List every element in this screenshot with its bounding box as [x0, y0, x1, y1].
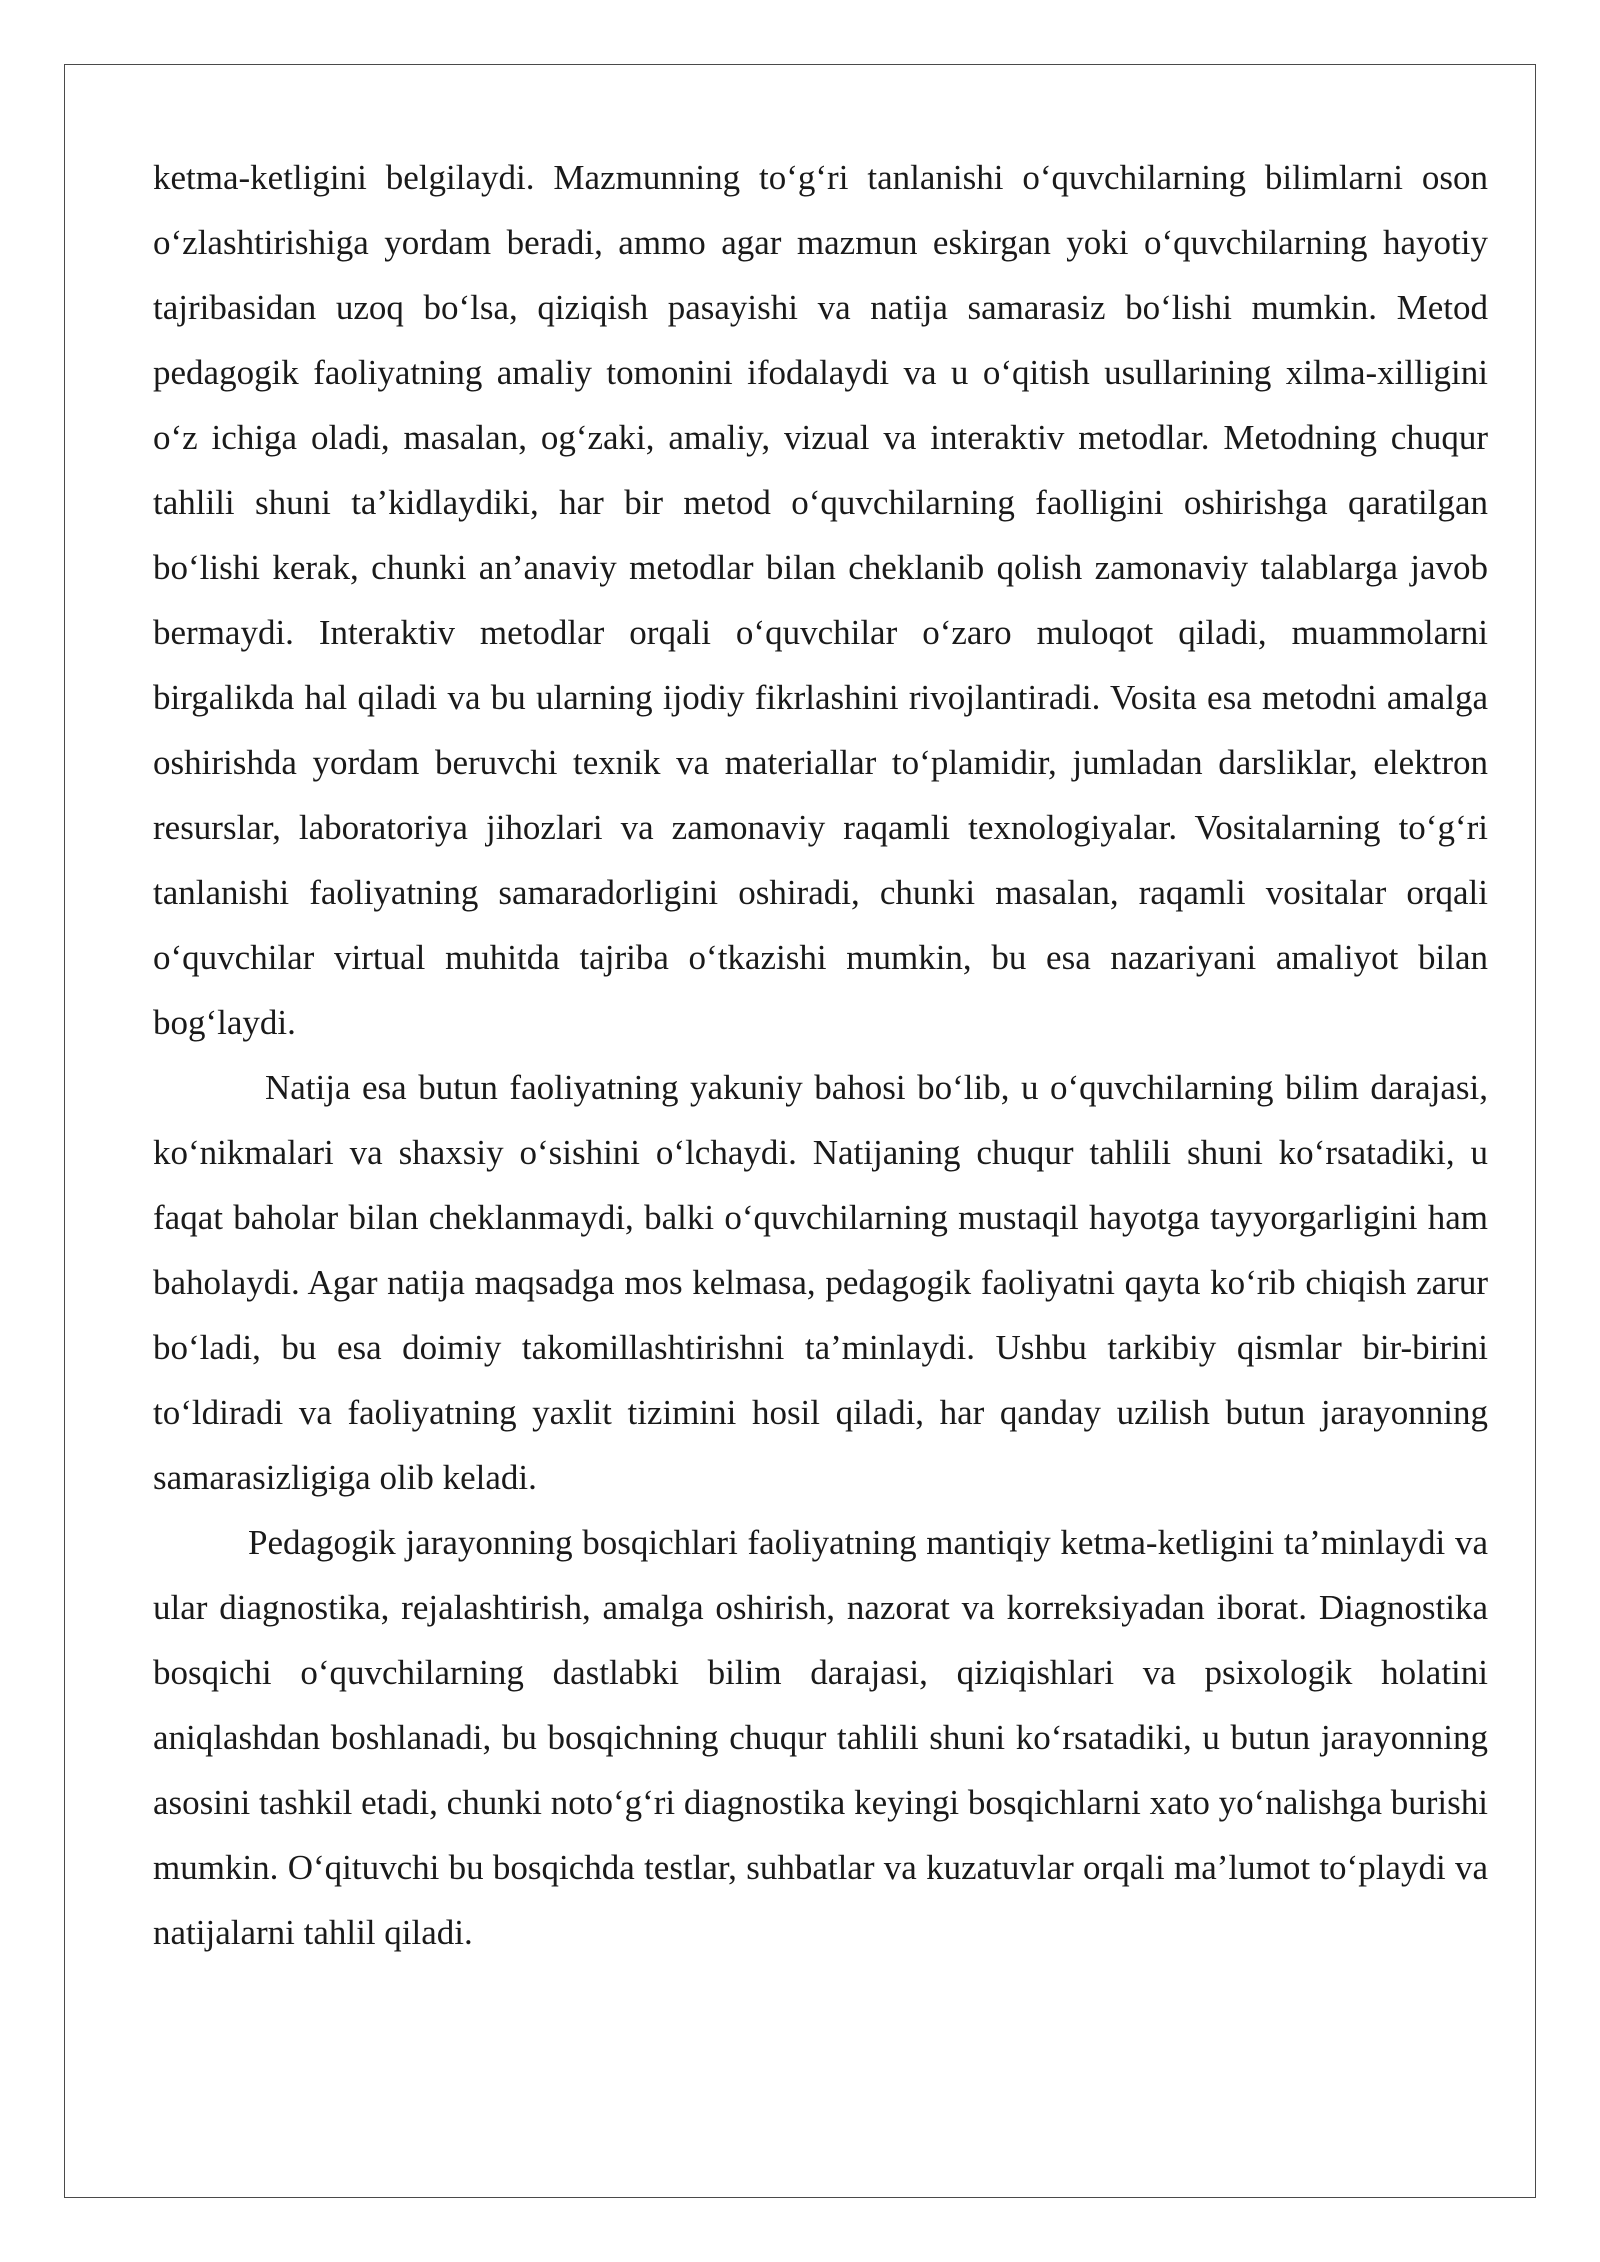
- document-body: [153, 145, 1488, 1965]
- paragraph-2: Natija esa butun faoliyatning yakuniy bahosi bo‘lib, u o‘quvchilarning bilim darajasi, ko‘nikmalari va shaxsiy o‘sishini o‘lchaydi. Natijaning chuqur tahlili shuni ko‘rsatadiki, u faqat baholar bilan cheklanmaydi, balki o‘quvchilarning mustaqil hayotga tayyorgarligini ham baholaydi. Agar natija maqsadga mos kelmasa, pedagogik faoliyatni qayta ko‘rib chiqish zarur bo‘ladi, bu esa doimiy takomillashtirishni ta’minlaydi. Ushbu tarkibiy qismlar bir-birini to‘ldiradi va faoliyatning yaxlit tizimini hosil qiladi, har qanday uzilish butun jarayonning samarasizligiga olib keladi.: [153, 1068, 1488, 1497]
- paragraph-3: Pedagogik jarayonning bosqichlari faoliyatning mantiqiy ketma-ketligini ta’minlaydi va ular diagnostika, rejalashtirish, amalga oshirish, nazorat va korreksiyadan iborat. Diagnostika bosqichi o‘quvchilarning dastlabki bilim darajasi, qiziqishlari va psixologik holatini aniqlashdan boshlanadi, bu bosqichning chuqur tahlili shuni ko‘rsatadiki, u butun jarayonning asosini tashkil etadi, chunki noto‘g‘ri diagnostika keyingi bosqichlarni xato yo‘nalishga burishi mumkin. O‘qituvchi bu bosqichda testlar, suhbatlar va kuzatuvlar orqali ma’lumot to‘playdi va natijalarni tahlil qiladi.: [153, 1523, 1488, 1952]
- paragraph-1: ketma-ketligini belgilaydi. Mazmunning to‘g‘ri tanlanishi o‘quvchilarning bilimlarni oson o‘zlashtirishiga yordam beradi, ammo agar mazmun eskirgan yoki o‘quvchilarning hayotiy tajribasidan uzoq bo‘lsa, qiziqish pasayishi va natija samarasiz bo‘lishi mumkin. Metod pedagogik faoliyatning amaliy tomonini ifodalaydi va u o‘qitish usullarining xilma-xilligini o‘z ichiga oladi, masalan, og‘zaki, amaliy, vizual va interaktiv metodlar. Metodning chuqur tahlili shuni ta’kidlaydiki, har bir metod o‘quvchilarning faolligini oshirishga qaratilgan bo‘lishi kerak, chunki an’anaviy metodlar bilan cheklanib qolish zamonaviy talablarga javob bermaydi. Interaktiv metodlar orqali o‘quvchilar o‘zaro muloqot qiladi, muammolarni birgalikda hal qiladi va bu ularning ijodiy fikrlashini rivojlantiradi. Vosita esa metodni amalga oshirishda yordam beruvchi texnik va materiallar to‘plamidir, jumladan darsliklar, elektron resurslar, laboratoriya jihozlari va zamonaviy raqamli texnologiyalar. Vositalarning to‘g‘ri tanlanishi faoliyatning samaradorligini oshiradi, chunki masalan, raqamli vositalar orqali o‘quvchilar virtual muhitda tajriba o‘tkazishi mumkin, bu esa nazariyani amaliyot bilan bog‘laydi.: [153, 158, 1488, 1042]
